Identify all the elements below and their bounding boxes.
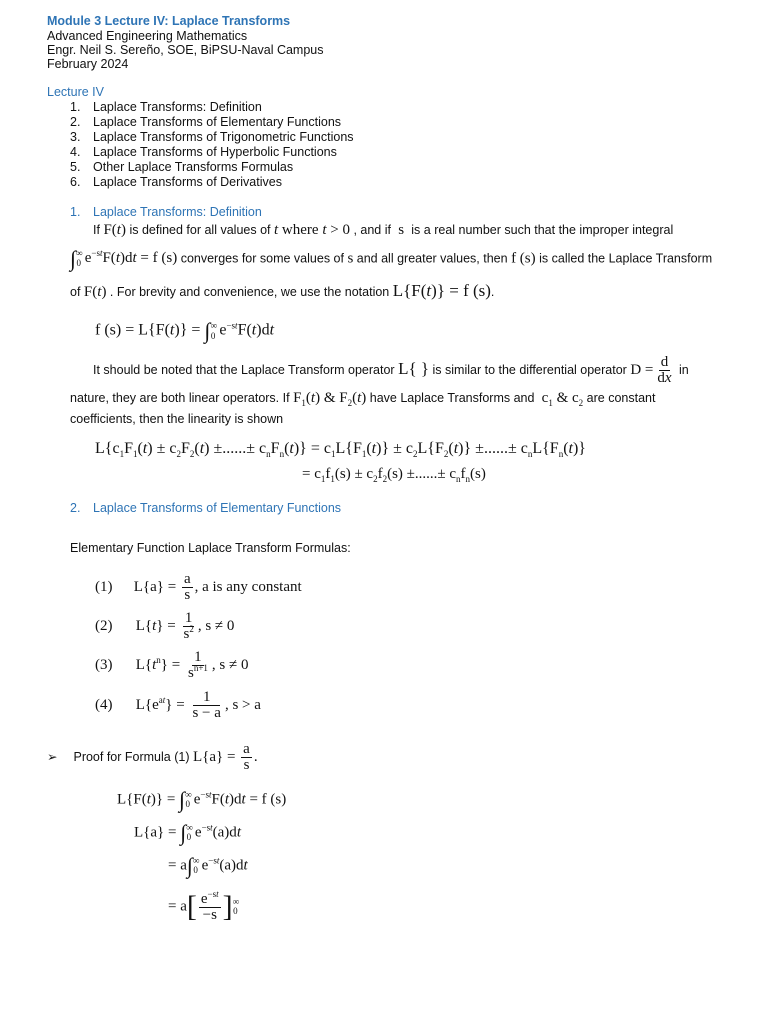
proof-step-4: = a[ $\frac{e^{-st}}{-s}$ ]$^\infty_0$: [168, 888, 240, 923]
lecture-label: Lecture IV: [47, 85, 104, 99]
proof-step-2: $L\{a\} = \int^\infty_0$ $e^{-st}(a)dt$: [134, 820, 241, 845]
section-1-paragraph-line-6: coefficients, then the linearity is shown: [70, 412, 284, 426]
formula-1: (1) L{a} = $\frac{a}{s}$ , a is any constant: [95, 571, 302, 603]
formulas-intro: Elementary Function Laplace Transform Formulas:: [70, 541, 351, 555]
proof-step-1: $L\{F(t)\} = \int^\infty_0$ $e^{-st}F(t)dt = f$ (s): [117, 787, 287, 812]
toc-item: 2. Laplace Transforms of Elementary Functions: [70, 115, 342, 129]
section-1-paragraph-line-1: If F(t) is defined for all values of t where t > 0 , and if s is a real number such that the improper integral: [93, 222, 674, 238]
section-1-paragraph-line-5: nature, they are both linear operators. If $F_1(t)$ & $F_2(t)$ have Laplace Transforms and $c_1$ & $c_2$ are constant: [70, 390, 656, 408]
section-1-paragraph-line-3: of F(t) . For brevity and convenience, we use the notation L{F(t)} = f (s).: [70, 281, 495, 300]
linearity-equation-line-2: = $c_1f_1(s) \pm c_2f_2(s)$ ±......± $c_nf_n(s)$: [302, 466, 486, 484]
linearity-equation-line-1: $L\{c_1F_1(t) \pm c_2F_2(t)$ ±......± $c_nF_n(t)\} = c_1L\{F_1(t)\} \pm c_2L\{F_2(t)\}$ ±......± $c_nL\{F_n(t)\}$: [95, 440, 586, 460]
course-name: Advanced Engineering Mathematics: [47, 29, 248, 43]
toc-item: 3. Laplace Transforms of Trigonometric Functions: [70, 130, 354, 144]
section-1-paragraph-line-2: $\int^\infty_0$ $e^{-st}F(t)dt = f$ (s) converges for some values of s and all greater values, then f (s) is called the Laplace Transform: [70, 246, 713, 271]
section-1-heading: 1. Laplace Transforms: Definition: [70, 205, 262, 219]
toc-item: 5. Other Laplace Transforms Formulas: [70, 160, 294, 174]
toc-item: 1. Laplace Transforms: Definition: [70, 100, 262, 114]
formula-4: (4) $L\{e^{at}\}$ = $\frac{1}{s - a}$ , s > a: [95, 689, 261, 721]
formula-2: (2) L{t} = $\frac{1}{s^2}$ , s ≠ 0: [95, 610, 235, 642]
date-line: February 2024: [47, 57, 129, 71]
author-line: Engr. Neil S. Sereño, SOE, BiPSU-Naval Campus: [47, 43, 324, 57]
toc-item: 4. Laplace Transforms of Hyperbolic Functions: [70, 145, 337, 159]
section-1-paragraph-line-4: It should be noted that the Laplace Transform operator L{ } is similar to the differential operator D = $\frac{d}{dx}$ in: [93, 354, 689, 386]
document-title: Module 3 Lecture IV: Laplace Transforms: [47, 14, 291, 28]
arrow-bullet-icon: ➢: [47, 749, 58, 764]
proof-line: ➢ Proof for Formula (1) L{a} = $\frac{a}{s}$ .: [47, 741, 258, 773]
laplace-definition-equation: f $(s) = L\{F(t)\} = \int^\infty_0$ $e^{-st}F(t)dt$: [95, 318, 275, 343]
formula-3: (3) $L\{t^n\}$ = $\frac{1}{s^{n+1}}$ , s ≠ 0: [95, 649, 249, 681]
table-of-contents: [70, 100, 354, 190]
section-2-heading: 2. Laplace Transforms of Elementary Functions: [70, 501, 342, 515]
toc-item: 6. Laplace Transforms of Derivatives: [70, 175, 282, 189]
proof-step-3: = $a\int^\infty_0$ $e^{-st}(a)dt$: [168, 853, 248, 878]
